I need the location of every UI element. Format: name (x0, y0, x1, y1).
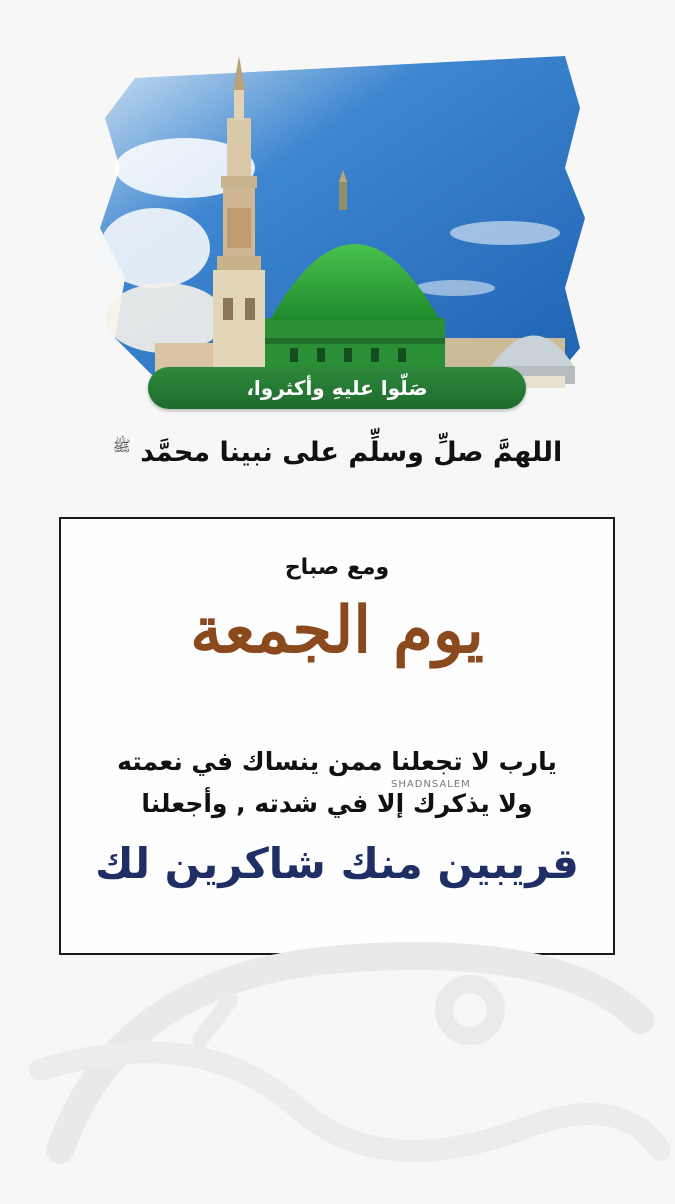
salawat-banner-label (148, 367, 526, 409)
friday-calligraphy: يوم الجمعة (190, 593, 484, 668)
card-intro: ومع صباح (284, 555, 390, 580)
prayer-line-2: ولا يذكرك إلا في شدته , وأجعلنا (141, 789, 533, 818)
honorific-glyph: ﷺ (112, 437, 131, 455)
banner-image (95, 48, 585, 420)
prayer-line-1: يارب لا تجعلنا ممن ينساك في نعمته (117, 747, 557, 776)
artist-signature: SHADNSALEM (391, 779, 471, 790)
prayer-line-3: قريبين منك شاكرين لك (95, 839, 579, 888)
friday-message-card (59, 517, 615, 955)
salutation-text: اللهمَّ صلِّ وسلِّم على نبينا محمَّد (140, 437, 563, 468)
salutation-line (0, 437, 675, 468)
salawat-text: صَلّوا عليهِ وأكثروا، (246, 376, 428, 400)
ramadan-calligraphy-watermark-icon (0, 900, 675, 1200)
